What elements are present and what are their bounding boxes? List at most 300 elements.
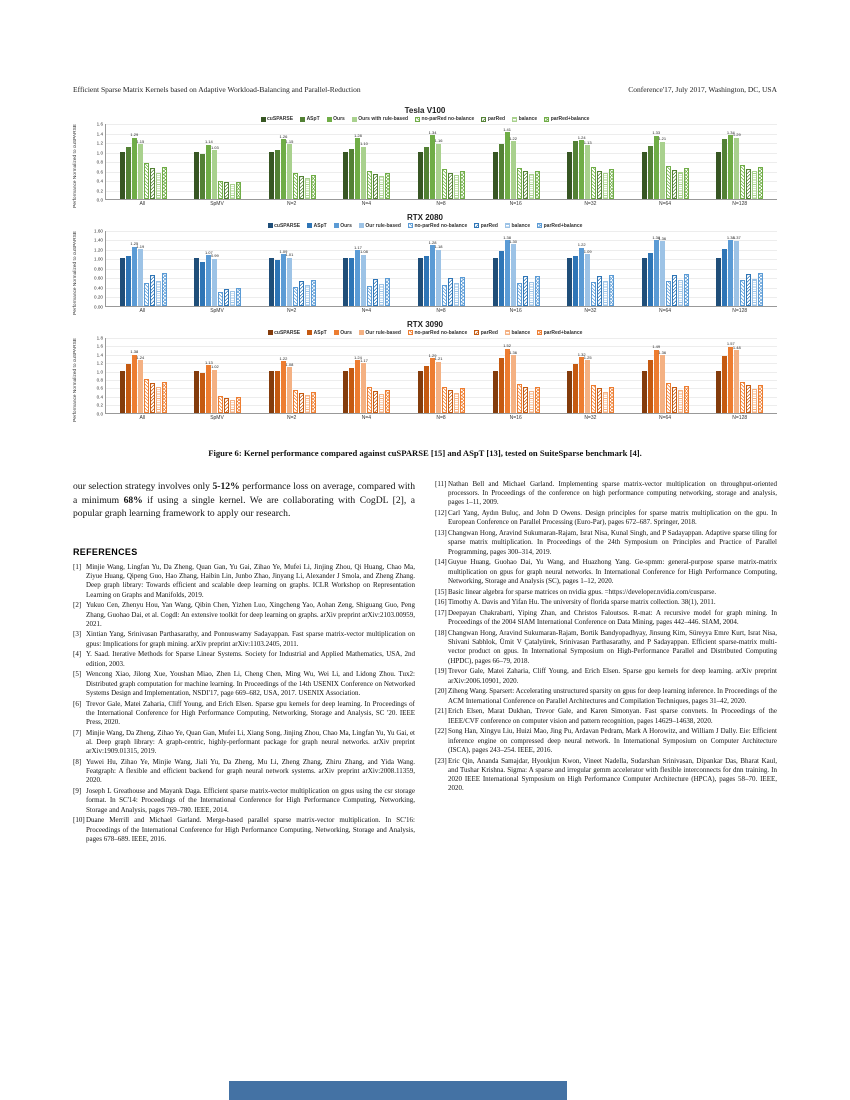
bar <box>428 129 437 199</box>
bar <box>573 141 578 199</box>
legend-label: Ours <box>340 329 352 336</box>
bar <box>136 243 145 306</box>
reference-text: Carl Yang, Aydın Buluç, and John D Owens. Design principles for sparse matrix multiplication on the gpu. In European Conference on Parallel Processing (Euro-Par), pages 672–687. Springer, 2018. <box>448 509 777 527</box>
bar-group <box>255 231 330 306</box>
reference-item <box>73 729 415 757</box>
legend-item <box>300 116 320 122</box>
reference-number: [8] <box>73 758 82 767</box>
x-tick-label: N=32 <box>584 201 597 207</box>
bar <box>120 152 125 200</box>
legend-item <box>334 223 352 229</box>
bar <box>434 244 443 306</box>
reference-item <box>73 787 415 815</box>
bar-value-label: 1.38 <box>503 234 511 240</box>
legend-label: cuSPARSE <box>267 116 294 122</box>
bar <box>418 258 423 306</box>
bar <box>642 371 647 413</box>
bar <box>204 249 213 306</box>
chart-rtx-2080 <box>73 213 777 315</box>
bar <box>293 173 298 199</box>
bar-group <box>553 338 628 413</box>
bar-value-label: 1.16 <box>434 138 443 144</box>
reference-text: Yuwei Hu, Zihao Ye, Minjie Wang, Jiali Yu, Da Zheng, Mu Li, Zheng Zhang, Zhiru Zhang, and Yida Wang. Featgraph: A flexible and efficient backend for graph neural network systems. arXiv preprint arXiv:2008.11359, 2020. <box>86 758 415 785</box>
page-header <box>73 85 777 94</box>
bar-value-label: 1.24 <box>354 354 362 360</box>
x-tick-label: SpMV <box>210 414 224 421</box>
reference-number: [7] <box>73 728 82 737</box>
bar-value-label: 1.32 <box>577 351 586 357</box>
bar-value-label: 1.01 <box>285 252 294 258</box>
legend-item <box>268 223 301 229</box>
reference-text: Changwan Hong, Aravind Sukumaran-Rajam, Israt Nisa, Kunal Singh, and P Sadayappan. Adaptive sparse tiling for sparse matrix multiplication. In Proceedings of the 24th Symposium on Principles and Practice of Parallel Programming, pages 300–314, 2019. <box>448 529 777 556</box>
y-axis-label: Performance Normalized to cuSPARSE <box>73 337 78 422</box>
bar <box>349 368 354 412</box>
y-tick-label: 1.6 <box>96 121 103 127</box>
bar-value-label: 1.22 <box>577 242 586 248</box>
bar <box>442 169 447 199</box>
reference-item <box>73 816 415 844</box>
legend-label: parRed+balance <box>543 329 583 336</box>
bar <box>523 387 528 412</box>
bar-value-label: 1.14 <box>204 139 213 145</box>
legend-label: parRed <box>487 116 506 122</box>
bar <box>236 182 241 199</box>
reference-number: [2] <box>73 601 82 610</box>
bar <box>577 134 586 199</box>
bar-group <box>479 338 554 413</box>
bar <box>162 273 167 306</box>
bar-value-label: 1.13 <box>583 139 592 145</box>
reference-text: Changwan Hong, Aravind Sukumaran-Rajam, Bortik Bandyopadhyay, Jinsung Kim, Süreyya Emre Kurt, Israt Nisa, Shivani Sabhlok, Ümit V Çatalyürek, Srinivasan Parthasarathy, and P Sadayappan. Efficient sparse-matrix multi-vector product on gpus. In International Symposium on High-Performance Parallel and Distributed Computing (HPDC), pages 66–79, 2018. <box>448 629 777 665</box>
bar <box>652 130 661 199</box>
bar-value-label: 1.13 <box>204 359 213 365</box>
bar-value-label: 1.41 <box>503 126 511 132</box>
reference-text: Erich Elsen, Marat Dukhan, Trevor Gale, and Karen Simonyan. Fast sparse convnets. In Proceedings of the IEEE/CVF conference on computer vision and pattern recognition, pages 14629–14638, 2020. <box>448 707 777 725</box>
bar-value-label: 1.36 <box>658 235 667 241</box>
bar <box>454 283 459 306</box>
bar <box>597 388 602 412</box>
bar <box>120 258 125 306</box>
bar <box>279 355 288 413</box>
bar <box>499 144 504 199</box>
x-tick-label: N=64 <box>658 307 672 314</box>
bar <box>648 146 653 199</box>
chart-title: RTX 3090 <box>406 319 444 329</box>
reference-item <box>73 700 415 728</box>
legend-swatch-icon <box>327 117 332 122</box>
y-tick-label: 1.0 <box>96 369 103 375</box>
bar <box>162 382 167 412</box>
reference-number: [19] <box>435 667 447 676</box>
bar <box>746 385 751 412</box>
legend-item <box>359 330 401 336</box>
bar-value-label: 1.08 <box>285 361 294 367</box>
reference-text: Y. Saad. Iterative Methods for Sparse Linear Systems. Society for Industrial and Applied Mathematics, USA, 2nd edition, 2003. <box>86 650 415 668</box>
bar <box>305 178 310 199</box>
bar <box>224 398 229 413</box>
bar <box>591 167 596 199</box>
bar <box>144 283 149 306</box>
bar <box>716 258 721 306</box>
bar <box>204 359 213 413</box>
reference-number: [4] <box>73 650 82 659</box>
legend-item <box>512 116 537 122</box>
x-tick-label: N=4 <box>361 414 371 421</box>
y-tick-label: 0.60 <box>94 275 103 281</box>
bar <box>758 167 763 199</box>
chart-legend <box>73 330 777 336</box>
chart-legend <box>73 116 777 122</box>
bar <box>379 394 384 413</box>
bar <box>428 239 437 306</box>
legend-label: parRed <box>480 329 498 336</box>
bar <box>726 129 735 199</box>
legend-item <box>352 116 408 122</box>
chart-main <box>105 338 777 422</box>
bar <box>567 152 572 200</box>
bar <box>678 390 683 413</box>
intro-text: our selection strategy involves only <box>73 481 213 492</box>
bar <box>305 395 310 413</box>
legend-swatch-icon <box>352 117 357 122</box>
legend-swatch-icon <box>359 223 364 228</box>
running-title: Efficient Sparse Matrix Kernels based on Adaptive Workload-Balancing and Parallel-Reduction <box>73 85 361 94</box>
bar <box>716 152 721 200</box>
bar <box>367 286 372 306</box>
bar-value-label: 1.38 <box>726 234 735 240</box>
bar <box>293 390 298 413</box>
bar <box>648 253 653 306</box>
reference-text: Deepayan Chakrabarti, Yiping Zhan, and Christos Faloutsos. R-mat: A recursive model for graph mining. In Proceedings of the 2004 SIAM International Conference on Data Mining, pages 442–446. SIAM, 2004. <box>448 609 777 627</box>
legend-label: ASpT <box>306 116 320 122</box>
reference-item <box>435 757 777 794</box>
reference-text: Wencong Xiao, Jilong Xue, Youshan Miao, Zhen Li, Cheng Chen, Ming Wu, Wei Li, and Lidong Zhou. Tux2: Distributed graph computation for machine learning. In Proceedings of the 14th USENIX Conference on Networked Systems Design and Implementation, NSDI'17, page 669–682, USA, 2017. USENIX Association. <box>86 670 415 697</box>
x-tick-label: N=16 <box>509 414 522 421</box>
reference-text: Trevor Gale, Matei Zaharia, Cliff Young, and Erich Elsen. Sparse gpu kernels for deep learning. arXiv preprint arXiv:2006.10901, 2020. <box>448 667 777 685</box>
bar <box>658 136 667 199</box>
bar-group <box>628 338 703 413</box>
reference-item <box>435 558 777 586</box>
bar <box>136 354 145 412</box>
bar <box>424 147 429 199</box>
bar <box>648 360 653 413</box>
bar-group <box>181 338 256 413</box>
legend-label: balance <box>511 222 531 229</box>
figure-6 <box>73 106 777 427</box>
references-list-right <box>435 480 777 794</box>
bar <box>591 385 596 412</box>
bar-value-label: 1.28 <box>428 239 437 245</box>
chart-title: RTX 2080 <box>406 212 444 222</box>
reference-number: [18] <box>435 629 447 638</box>
y-axis-label: Performance Normalized to cuSPARSE <box>73 230 78 315</box>
x-tick-label: N=2 <box>287 307 297 314</box>
bar <box>230 291 235 306</box>
bar <box>509 238 517 306</box>
bar <box>609 387 614 412</box>
y-axis-ticks <box>87 121 105 203</box>
reference-number: [9] <box>73 787 82 796</box>
bar <box>583 354 592 413</box>
bar <box>224 289 229 306</box>
bar-value-label: 1.52 <box>503 343 511 349</box>
x-axis-labels <box>105 200 777 207</box>
conference-info: Conference'17, July 2017, Washington, DC, USA <box>628 85 777 94</box>
bar <box>230 184 235 199</box>
legend-label: balance <box>511 329 531 336</box>
bar <box>279 248 288 306</box>
bar <box>218 396 223 413</box>
bar <box>684 274 689 306</box>
legend-swatch-icon <box>359 330 364 335</box>
bar <box>732 344 741 412</box>
legend-label: Ours <box>340 222 352 229</box>
plot-area <box>105 338 777 414</box>
legend-swatch-icon <box>505 330 510 335</box>
bar-value-label: 1.28 <box>354 132 362 138</box>
plot-area <box>105 124 777 200</box>
bar <box>150 275 155 306</box>
reference-number: [21] <box>435 707 447 716</box>
x-tick-label: N=2 <box>287 414 297 421</box>
bar <box>499 251 504 306</box>
legend-label: parRed <box>480 222 498 229</box>
bar <box>373 174 378 199</box>
x-tick-label: N=128 <box>732 307 748 314</box>
bar <box>210 144 219 199</box>
legend-swatch-icon <box>481 117 486 122</box>
bar-group <box>106 124 181 199</box>
bar <box>162 167 167 199</box>
bar-group <box>106 231 181 306</box>
bar <box>658 349 667 412</box>
legend-swatch-icon <box>334 330 339 335</box>
bar <box>529 174 534 199</box>
bar <box>343 258 348 306</box>
reference-item <box>435 529 777 557</box>
bar <box>311 392 316 413</box>
bar <box>150 168 155 199</box>
chart-main <box>105 231 777 315</box>
bar <box>230 400 235 413</box>
legend-label: cuSPARSE <box>274 329 301 336</box>
reference-text: Minjie Wang, Lingfan Yu, Da Zheng, Quan Gan, Yu Gai, Zihao Ye, Mufei Li, Jinjing Zhou, Qi Huang, Chao Ma, Ziyue Huang, Qipeng Guo, Hao Zhang, Haibin Lin, Junbo Zhao, Jinyang Li, Alexander J Smola, and Zheng Zhang. Deep graph library: Towards efficient and scalable deep learning on graphs. ICLR Workshop on Representation Learning on Graphs and Manifolds, 2019. <box>86 562 415 599</box>
legend-label: Our rule-based <box>365 222 401 229</box>
legend-label: ASpT <box>313 329 327 336</box>
legend-swatch-icon <box>537 330 542 335</box>
bar <box>577 242 586 306</box>
bar <box>529 391 534 413</box>
bar <box>642 152 647 200</box>
bar-group <box>404 124 479 199</box>
bar <box>597 171 602 200</box>
legend-item <box>327 116 345 122</box>
bar-value-label: 1.07 <box>204 249 213 255</box>
reference-number: [20] <box>435 687 447 696</box>
left-column <box>73 480 415 846</box>
legend-item <box>474 330 498 336</box>
body-columns <box>73 480 777 846</box>
legend-swatch-icon <box>300 117 305 122</box>
reference-text: Guyue Huang, Guohao Dai, Yu Wang, and Huazhong Yang. Ge-spmm: general-purpose sparse matrix-matrix multiplication on gpus for graph neural networks. In International Conference for High Performance Computing, Networking, Storage and Analysis (SC), pages 1–12, 2020. <box>448 558 777 585</box>
right-column <box>435 480 777 846</box>
bar-value-label: 1.02 <box>210 364 219 370</box>
bar <box>434 356 443 413</box>
intro-text: performance loss on average, compared with a minimum <box>73 481 415 506</box>
bar <box>285 361 294 413</box>
bar-value-label: 1.33 <box>652 130 661 136</box>
bar <box>279 133 288 199</box>
bar <box>752 171 757 200</box>
bar <box>354 244 362 306</box>
bar-value-label: 1.49 <box>652 344 661 350</box>
bar <box>194 152 199 200</box>
figure-caption: Figure 6: Kernel performance compared against cuSPARSE [15] and ASpT [13], tested on SuiteSparse benchmark [4]. <box>208 448 642 458</box>
reference-item <box>435 667 777 685</box>
legend-label: no-parRed no-balance <box>414 222 468 229</box>
legend-swatch-icon <box>408 223 413 228</box>
bar <box>577 351 586 413</box>
bar <box>535 276 540 306</box>
intro-bold-min: 68% <box>123 494 143 506</box>
reference-item <box>435 629 777 666</box>
chart-legend <box>73 223 777 229</box>
bar <box>493 152 498 200</box>
legend-swatch-icon <box>334 223 339 228</box>
bar-group <box>628 231 703 306</box>
y-tick-label: 0.8 <box>96 159 103 165</box>
bar <box>442 387 447 413</box>
bar-value-label: 1.30 <box>509 238 517 244</box>
bar-value-label: 1.15 <box>285 138 294 144</box>
legend-item <box>537 223 582 229</box>
y-tick-label: 1.6 <box>96 343 103 349</box>
bar <box>460 171 465 199</box>
bar <box>454 175 459 199</box>
bar-value-label: 1.36 <box>658 349 667 355</box>
bar-group <box>479 124 554 199</box>
bar-value-label: 1.25 <box>583 354 592 360</box>
bar-value-label: 1.38 <box>652 234 661 240</box>
bar <box>385 390 390 413</box>
bar <box>218 292 223 306</box>
legend-item <box>307 223 327 229</box>
bar-value-label: 1.25 <box>130 241 139 247</box>
reference-item <box>73 650 415 668</box>
reference-number: [16] <box>435 598 447 607</box>
bar <box>523 276 528 305</box>
bar <box>740 280 745 306</box>
bar <box>597 276 602 306</box>
bar <box>678 280 683 306</box>
bar <box>379 284 384 306</box>
legend-label: parRed+balance <box>543 222 583 229</box>
legend-item <box>481 116 505 122</box>
legend-swatch-icon <box>261 117 266 122</box>
reference-item <box>435 687 777 705</box>
bar-value-label: 1.09 <box>583 248 592 254</box>
bar-group <box>255 124 330 199</box>
intro-text: if using a single kernel. We are collaborating with CogDL [2], a popular graph learning framework to apply our research. <box>73 494 415 520</box>
bar <box>448 278 453 306</box>
x-tick-label: N=16 <box>509 201 522 207</box>
references-heading: REFERENCES <box>73 546 138 557</box>
y-tick-label: 1.0 <box>96 150 103 155</box>
bar <box>583 139 592 199</box>
bar <box>509 135 517 199</box>
bar <box>360 357 368 412</box>
bar <box>293 287 298 306</box>
y-tick-label: 0.00 <box>94 304 103 310</box>
legend-swatch-icon <box>268 330 273 335</box>
y-axis-label: Performance Normalized to cuSPARSE <box>73 124 78 208</box>
legend-item <box>544 116 589 122</box>
bar <box>732 132 741 199</box>
bar <box>349 258 354 306</box>
reference-number: [11] <box>435 480 447 488</box>
legend-swatch-icon <box>474 330 479 335</box>
bar <box>732 235 741 306</box>
bar <box>535 171 540 200</box>
bar <box>517 384 522 413</box>
bar-group <box>479 231 554 306</box>
reference-item <box>435 609 777 627</box>
reference-item <box>435 509 777 527</box>
y-tick-label: 0.2 <box>96 188 103 193</box>
bar-group <box>106 338 181 413</box>
reference-number: [23] <box>435 756 447 765</box>
bar <box>194 371 199 413</box>
y-tick-label: 1.4 <box>96 131 103 136</box>
bar <box>726 341 735 413</box>
bar <box>460 388 465 412</box>
bar-group <box>330 338 405 413</box>
bar <box>224 182 229 199</box>
bar <box>200 373 205 413</box>
x-tick-label: N=32 <box>584 414 597 421</box>
legend-item <box>408 223 467 229</box>
bar <box>758 385 763 413</box>
bar-value-label: 1.26 <box>279 133 288 139</box>
bottom-blue-bar <box>229 1081 567 1100</box>
bar-value-label: 1.18 <box>434 244 443 250</box>
bar <box>343 152 348 200</box>
legend-label: Our rule-based <box>365 329 401 336</box>
bar <box>666 281 671 306</box>
bar <box>218 181 223 199</box>
bar <box>722 139 727 199</box>
chart-title: Tesla V100 <box>404 106 446 115</box>
bar <box>672 275 677 306</box>
bar-value-label: 1.19 <box>136 243 145 249</box>
bar <box>373 279 378 306</box>
chart-body <box>73 335 777 422</box>
bar <box>746 274 751 306</box>
bar <box>448 173 453 199</box>
y-tick-label: 0.0 <box>96 197 103 203</box>
bar-value-label: 1.24 <box>136 354 145 360</box>
x-tick-label: N=128 <box>732 414 748 421</box>
bar <box>603 281 608 306</box>
reference-number: [13] <box>435 529 447 538</box>
chart-body <box>73 228 777 315</box>
bar <box>740 165 745 199</box>
y-tick-label: 1.2 <box>96 140 103 146</box>
legend-item <box>505 223 530 229</box>
bar <box>609 275 614 306</box>
x-tick-label: N=128 <box>732 201 748 207</box>
bar <box>493 371 498 413</box>
